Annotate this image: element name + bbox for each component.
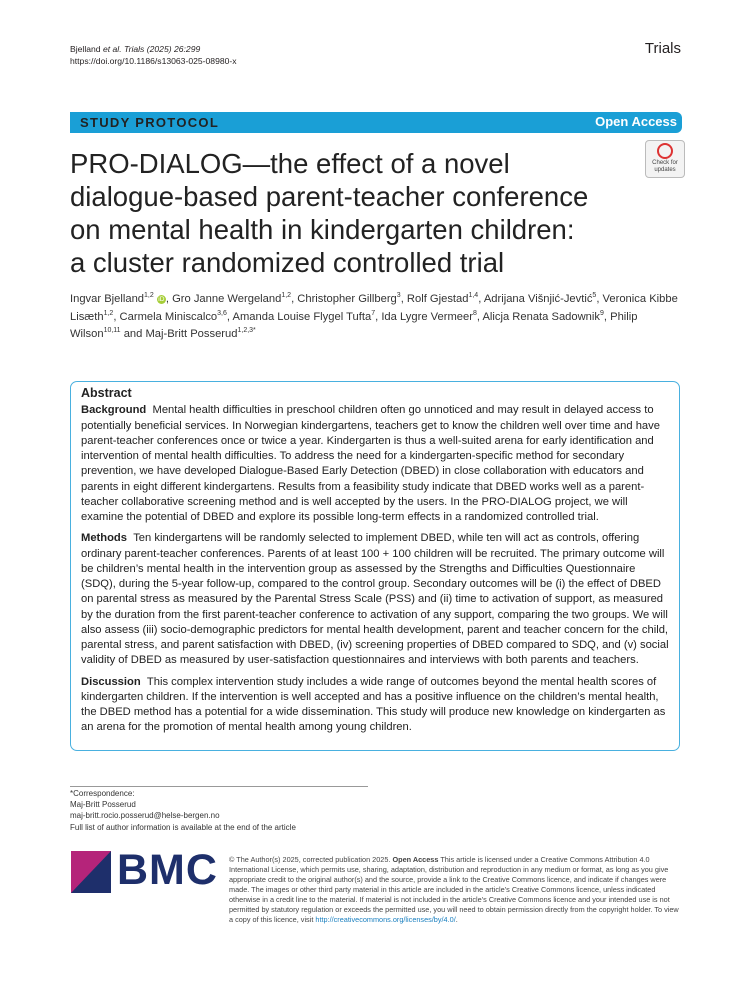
author-name: Adrijana Višnjić-Jevtić: [483, 293, 593, 305]
author-affiliation: 7: [371, 309, 376, 317]
title-line: on mental health in kindergarten children:: [70, 214, 575, 245]
author-name: Christopher Gillberg: [297, 293, 397, 305]
correspondence-email[interactable]: maj-britt.rocio.posserud@helse-bergen.no: [70, 811, 220, 821]
check-updates-icon: [657, 143, 673, 159]
abstract-heading: Abstract: [81, 386, 132, 400]
article-title: [70, 147, 640, 279]
author-affiliation: 8: [472, 309, 477, 317]
bmc-logo-text: BMC: [117, 846, 218, 894]
author-affiliation: 1,4: [468, 292, 479, 299]
abstract-background: [81, 403, 671, 525]
author-list: Ingvar Bjelland$^{1,2}$ iD, Gro Janne Wergeland$^{1,2}$, Christopher Gillberg$^3$, Rolf Gjestad$^{1,4}$, Adrijana Višnjić-Jevtić$^5$, Veronica Kibbe Lisæth$^{1,2}$, Carmela Miniscalco$^{3,6}$, Amanda Louise Flygel Tufta$^7$, Ida Lygre Vermeer$^8$, Alicja Renata Sadownik$^9$, Philip Wilson$^{10,11}$ and Maj-Britt Posserud$^{1,2,3*}$: [70, 292, 678, 340]
check-badge-line1: Check for: [652, 160, 678, 166]
author-affiliation: 1,2: [103, 309, 114, 317]
correspondence-note: Full list of author information is available at the end of the article: [70, 822, 296, 832]
correspondence-name: Maj-Britt Posserud: [70, 800, 136, 810]
bmc-logo-icon: [71, 851, 111, 893]
footnote-rule: [70, 786, 368, 787]
section-label: Background: [81, 404, 147, 417]
author-affiliation: 1,2,3*: [237, 327, 256, 334]
doi-link[interactable]: https://doi.org/10.1186/s13063-025-08980-x: [70, 56, 237, 66]
journal-name: Trials: [644, 40, 681, 57]
license-copyright: © The Author(s) 2025, corrected publication 2025.: [229, 855, 391, 864]
title-line: PRO-DIALOG—the effect of a novel: [70, 148, 510, 179]
section-label: Methods: [81, 532, 127, 545]
license-link[interactable]: http://creativecommons.org/licenses/by/4.0/: [315, 915, 456, 924]
author-name: Maj-Britt Posserud: [145, 328, 238, 340]
abstract-content: [81, 386, 671, 742]
citation-block: [70, 43, 237, 67]
license-body: This article is licensed under a Creative Commons Attribution 4.0 International License, which permits use, sharing, adaptation, distribution and reproduction in any medium or format, as long as you give appropriate credit to the original author(s) and the source, provide a link to the Creative Commons licence, and indicate if changes were made. The images or other third party material in this article are included in the article’s Creative Commons licence, unless indicated otherwise in a credit line to the material. If material is not included in the article’s Creative Commons licence and your intended use is not permitted by statutory regulation or exceeds the permitted use, you will need to obtain permission directly from the copyright holder. To view a copy of this licence, visit: [229, 855, 679, 924]
author-affiliation: 1,2: [281, 292, 292, 299]
citation-journal: et al. Trials: [102, 44, 145, 54]
orcid-icon[interactable]: iD: [158, 296, 165, 303]
author-name: Veronica Kibbe Lisæth: [70, 293, 678, 323]
license-open-access: Open Access: [392, 855, 439, 864]
author-name: Ida Lygre Vermeer: [381, 310, 473, 323]
abstract-methods: [81, 531, 671, 668]
author-affiliation: 9: [600, 309, 604, 317]
author-affiliation: 5: [592, 292, 597, 299]
author-name: Amanda Louise Flygel Tufta: [232, 310, 372, 323]
citation-year: (2025) 26:299: [146, 44, 201, 54]
abstract-discussion: [81, 675, 671, 736]
section-label: Discussion: [81, 675, 141, 688]
correspondence-block: [70, 788, 296, 833]
author-name: Gro Janne Wergeland: [172, 293, 282, 305]
author-name: Rolf Gjestad: [406, 293, 469, 305]
author-name: Carmela Miniscalco: [119, 310, 218, 323]
check-badge-line2: updates: [654, 167, 676, 173]
author-affiliation: 3,6: [217, 309, 227, 317]
title-line: dialogue-based parent-teacher conference: [70, 181, 589, 212]
section-text: Mental health difficulties in preschool children often go unnoticed and may result in delayed access to potentially beneficial services. In Norwegian kindergartens, teachers get to know the children well over time and have parent-teacher conferences once or twice a year. Kindergarten is thus a well-suited arena for early identification and intervention of mental health difficulties. To address the need for a kindergarten-specific method for secondary prevention, we have developed Dialogue-Based Early Detection (DBED) in close collaboration with educators and parents in eight different kindergartens. Results from a feasibility study indicate that DBED works well as a parent-teacher collaborative screening method and is well accepted by the users. In the PRO-DIALOG project, we will examine the potential of DBED and explore its possible long-term effects in a randomized controlled trial.: [81, 404, 660, 523]
author-name: Philip Wilson: [70, 310, 638, 340]
author-affiliation: 3: [396, 292, 401, 299]
section-text: This complex intervention study includes a wide range of outcomes beyond the mental health scores of kindergarten children. If the intervention is well accepted and has a positive influence on the children’s mental health, the DBED method has a potential for a wide dissemination. This study will produce new knowledge on kindergarten as an arena for the promotion of mental health among young children.: [81, 675, 666, 734]
article-type-label: STUDY PROTOCOL: [80, 115, 220, 130]
author-name: Alicja Renata Sadownik: [482, 310, 600, 323]
section-text: Ten kindergartens will be randomly selected to implement DBED, while ten will act as controls, offering ordinary parent-teacher conferences. Parents of at least 100 + 100 children will be recruited. The primary outcome will be children’s mental health in the intervention group as assessed by the Strengths and Difficulties Questionnaire (SDQ), during the 5-year follow-up, compared to the control group. Secondary outcomes will be (i) the effect of DBED on parental stress as measured by the Parental Stress Scale (PSS) and (ii) time to activation of support, as measured by the duration from the first parent-teacher conference to activation of any support, comparing the two groups. We will also assess (iii) socio-demographic predictors for mental health development, parent and teacher concern for the child, parental stress, and parent satisfaction with DBED, (iv) screening properties of DBED compared to SDQ, and (v) social validity of DBED as measured by user-satisfaction questionnaires and interviews with both parents and teachers.: [81, 532, 669, 667]
author-connector: and: [123, 328, 143, 340]
title-line: a cluster randomized controlled trial: [70, 247, 505, 278]
author-affiliation: 1,2: [144, 292, 154, 299]
citation-authors: Bjelland: [70, 44, 103, 54]
correspondence-label: *Correspondence:: [70, 789, 135, 798]
license-end: .: [455, 915, 458, 924]
author-affiliation: 10,11: [103, 327, 121, 334]
open-access-label: Open Access: [595, 114, 677, 129]
check-for-updates-badge[interactable]: [645, 140, 685, 178]
author-name: Ingvar Bjelland: [70, 293, 145, 305]
license-text: [229, 855, 684, 925]
